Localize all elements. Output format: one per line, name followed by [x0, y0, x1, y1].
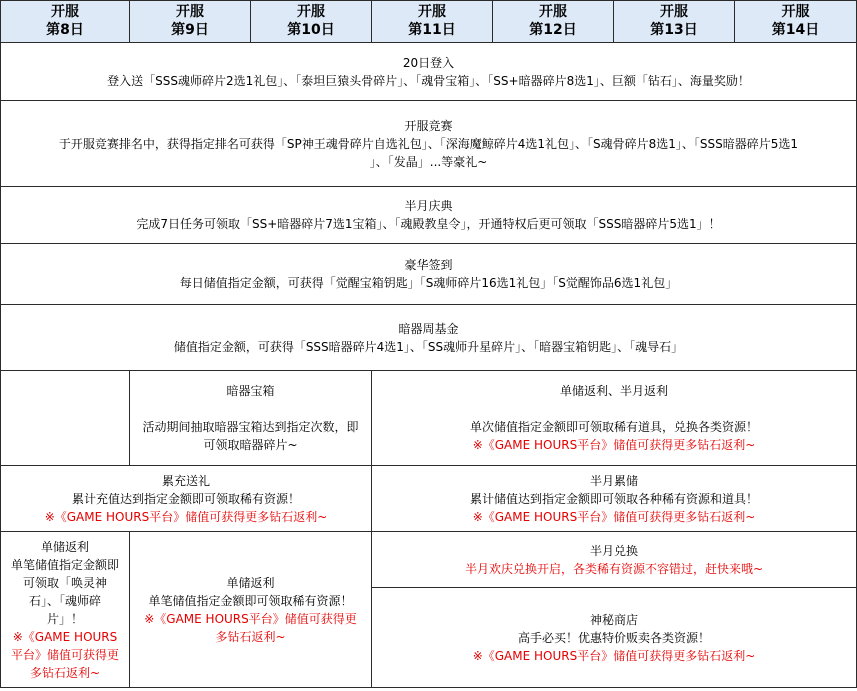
platform-note-cont: 多钻石返利~ — [29, 665, 101, 680]
platform-note-cont: 平台》储值可获得更 — [10, 647, 119, 662]
event-title: 豪华签到 — [404, 258, 453, 272]
event-login20 — [1, 43, 857, 101]
event-title: 半月累储 — [589, 473, 638, 488]
event-desc: 半月欢庆兑换开启，各类稀有资源不容错过，赶快来哦~ — [464, 561, 764, 576]
event-title: 半月庆典 — [404, 199, 453, 213]
event-desc-cont: 」、「发晶」...等豪礼~ — [369, 154, 488, 169]
platform-note: ※《GAME HOURS平台》储值可获得更多钻石返利~ — [472, 509, 756, 524]
event-luxury-signin — [1, 244, 857, 305]
platform-note: ※《GAME HOURS平台》储值可获得更多钻石返利~ — [472, 438, 756, 452]
event-desc: 储值指定金额，可获得「SSS暗器碎片4选1」、「SS魂师升星碎片」、「暗器宝箱钥匙」、「魂导石」 — [173, 339, 684, 354]
event-single-rebate-a — [1, 532, 130, 688]
event-row-login20 — [1, 43, 857, 101]
spacer — [374, 400, 854, 418]
event-desc: 登入送「SSS魂师碎片2选1礼包」、「泰坦巨猿头骨碎片」、「魂骨宝箱」、「SS+暗器碎片8选1」、巨额「钻石」、海量奖励！ — [107, 73, 750, 88]
platform-note: ※《GAME HOURS平台》储值可获得更 — [144, 611, 357, 626]
event-half-cumulative — [372, 466, 857, 532]
event-desc: 活动期间抽取暗器宝箱达到指定次数，即 — [142, 420, 359, 434]
event-desc: 每日储值指定金额，可获得「觉醒宝箱钥匙」「S魂师碎片16选1礼包」「S觉醒饰品6选1礼包」 — [179, 276, 678, 290]
event-title: 暗器宝箱 — [226, 384, 275, 398]
event-row-weekly-fund — [1, 305, 857, 371]
platform-note: ※《GAME HOURS — [12, 629, 118, 644]
event-desc: 单次储值指定金额即可领取稀有道具，兑换各类资源！ — [469, 420, 758, 434]
day-header-8: 开服 第8日 — [1, 1, 130, 43]
event-title: 单储返利 — [226, 575, 275, 590]
event-desc-cont: 可领取暗器碎片~ — [203, 438, 298, 452]
event-title: 单储返利 — [40, 539, 89, 554]
event-title: 单储返利、半月返利 — [559, 384, 668, 398]
event-half-exchange — [372, 532, 857, 588]
event-title: 暗器周基金 — [398, 321, 459, 336]
day-header-11: 开服 第11日 — [372, 1, 493, 43]
event-hidden-box — [130, 371, 372, 466]
event-row-final-a — [1, 532, 857, 588]
day-header-10: 开服 第10日 — [251, 1, 372, 43]
event-title: 20日登入 — [402, 55, 455, 70]
day-header-13: 开服 第13日 — [614, 1, 735, 43]
event-title: 累充送礼 — [161, 473, 210, 488]
platform-note-cont: 多钻石返利~ — [215, 629, 286, 644]
event-desc: 单笔储值指定金额即可领取稀有资源！ — [148, 593, 353, 608]
event-row-half-month — [1, 187, 857, 244]
event-desc-cont: 可领取「唤灵神 — [22, 575, 107, 590]
event-row-luxury-signin — [1, 244, 857, 305]
header-row — [1, 1, 857, 43]
event-desc: 单笔储值指定金额即 — [10, 557, 119, 572]
event-desc: 累计充值达到指定金额即可领取稀有资源！ — [71, 491, 300, 506]
spacer — [132, 400, 369, 418]
event-row-cumulative — [1, 466, 857, 532]
event-cumulative — [1, 466, 372, 532]
event-half-month — [1, 187, 857, 244]
event-secret-shop — [372, 588, 857, 688]
day-header-14: 开服 第14日 — [735, 1, 857, 43]
event-row-opening-race — [1, 101, 857, 187]
empty-cell — [1, 371, 130, 466]
event-single-half-rebate — [372, 371, 857, 466]
event-single-rebate-b — [130, 532, 372, 688]
event-desc: 于开服竞赛排名中，获得指定排名可获得「SP神王魂骨碎片自选礼包」、「深海魔鲸碎片4选1礼包」、「S魂骨碎片8选1」、「SSS暗器碎片5选1 — [58, 136, 799, 151]
event-desc-cont: 片」！ — [46, 611, 83, 626]
event-desc: 高手必买！优惠特价贩卖各类资源！ — [517, 630, 710, 645]
day-header-12: 开服 第12日 — [493, 1, 614, 43]
event-desc-cont: 石」、「魂师碎 — [28, 593, 101, 608]
day-header-9: 开服 第9日 — [130, 1, 251, 43]
platform-note: ※《GAME HOURS平台》储值可获得更多钻石返利~ — [44, 509, 328, 524]
event-row-hidden-box — [1, 371, 857, 466]
event-opening-race — [1, 101, 857, 187]
event-title: 半月兑换 — [589, 543, 638, 558]
event-weekly-fund — [1, 305, 857, 371]
event-title: 开服竞赛 — [404, 118, 453, 133]
event-desc: 完成7日任务可领取「SS+暗器碎片7选1宝箱」、「魂殿教皇令」，开通特权后更可领取「SSS暗器碎片5选1」！ — [136, 217, 721, 231]
event-desc: 累计储值达到指定金额即可领取各种稀有资源和道具！ — [469, 491, 758, 506]
platform-note: ※《GAME HOURS平台》储值可获得更多钻石返利~ — [472, 648, 756, 663]
event-title: 神秘商店 — [589, 612, 638, 627]
